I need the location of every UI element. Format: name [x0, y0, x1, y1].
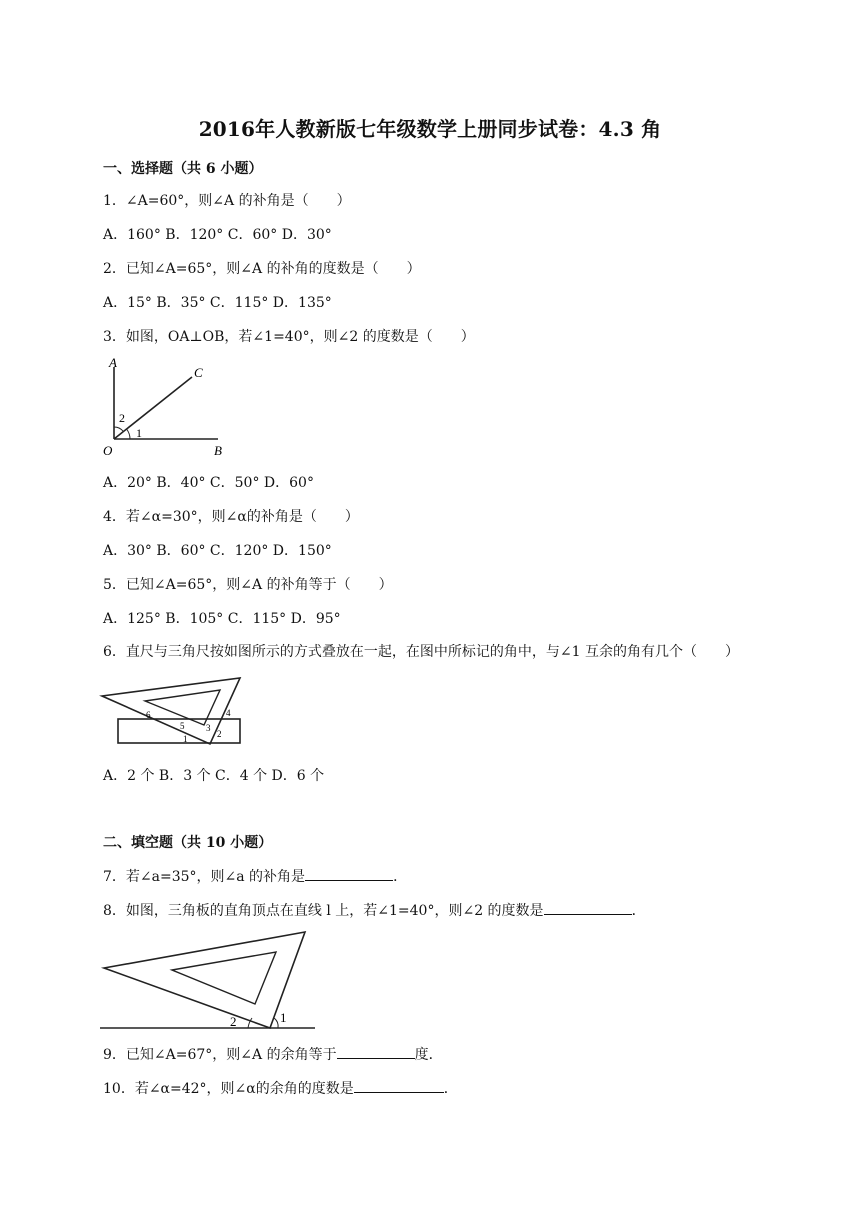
question-6-figure [100, 672, 245, 748]
angle-arc-1 [127, 429, 131, 439]
angle-arc-1 [274, 1018, 278, 1028]
label-a: A [109, 355, 117, 370]
question-5-text: 5．已知∠A=65°，则∠A 的补角等于（ ） [103, 577, 393, 593]
label-angle-1: 1 [280, 1010, 287, 1025]
answer-blank-9[interactable] [337, 1044, 415, 1059]
question-4-text: 4．若∠α=30°，则∠α的补角是（ ） [103, 509, 359, 525]
answer-blank-10[interactable] [354, 1078, 444, 1093]
question-2-options: A．15° B．35° C．115° D．135° [103, 295, 332, 311]
section-heading-fill: 二、填空题（共 10 小题） [103, 835, 273, 851]
question-1-text: 1．∠A=60°，则∠A 的补角是（ ） [103, 193, 351, 209]
label-angle-6: 6 [146, 710, 151, 720]
question-9-end: 度． [414, 1047, 443, 1063]
answer-blank-8[interactable] [544, 900, 632, 915]
question-1-options: A．160° B．120° C．60° D．30° [103, 227, 332, 243]
question-6-options: A．2 个 B．3 个 C．4 个 D．6 个 [103, 768, 325, 784]
question-10-text: 10．若∠α=42°，则∠α的余角的度数是 [103, 1081, 354, 1097]
set-square-inner [172, 952, 276, 1004]
label-angle-2: 2 [119, 411, 125, 425]
question-7-end: ． [393, 869, 408, 885]
question-3-figure [100, 355, 240, 460]
question-8-text: 8．如图，三角板的直角顶点在直线 l 上，若∠1=40°，则∠2 的度数是 [103, 903, 544, 919]
question-9 [103, 1044, 443, 1064]
label-angle-1: 1 [183, 734, 188, 744]
question-8-end: ． [631, 903, 646, 919]
question-3-options: A．20° B．40° C．50° D．60° [103, 475, 314, 491]
question-8 [103, 900, 646, 920]
label-angle-2: 2 [230, 1014, 237, 1029]
section-heading-choice: 一、选择题（共 6 小题） [103, 161, 263, 177]
label-angle-1: 1 [136, 426, 142, 440]
label-o: O [103, 443, 113, 458]
answer-blank-7[interactable] [305, 866, 393, 881]
question-7-text: 7．若∠a=35°，则∠a 的补角是 [103, 869, 306, 885]
label-angle-3: 3 [206, 723, 211, 733]
label-angle-2: 2 [217, 729, 222, 739]
label-angle-4: 4 [226, 708, 231, 718]
question-2-text: 2．已知∠A=65°，则∠A 的补角的度数是（ ） [103, 261, 421, 277]
page-title: 2016年人教新版七年级数学上册同步试卷：4.3 角 [198, 117, 662, 141]
angle-arc-2 [114, 427, 123, 432]
question-10-end: ． [443, 1081, 458, 1097]
question-8-figure [100, 928, 320, 1034]
set-square-outer [104, 932, 305, 1028]
question-6-text: 6．直尺与三角尺按如图所示的方式叠放在一起，在图中所标记的角中，与∠1 互余的角有几个（ ） [103, 644, 739, 660]
question-9-text: 9．已知∠A=67°，则∠A 的余角等于 [103, 1047, 337, 1063]
label-angle-5: 5 [180, 721, 185, 731]
label-b: B [214, 443, 222, 458]
label-c: C [194, 365, 203, 380]
question-7 [103, 866, 407, 886]
question-10 [103, 1078, 458, 1098]
question-5-options: A．125° B．105° C．115° D．95° [103, 611, 341, 627]
question-3-text: 3．如图，OA⊥OB，若∠1=40°，则∠2 的度数是（ ） [103, 329, 475, 345]
question-4-options: A．30° B．60° C．120° D．150° [103, 543, 332, 559]
ray-oc [114, 377, 192, 439]
